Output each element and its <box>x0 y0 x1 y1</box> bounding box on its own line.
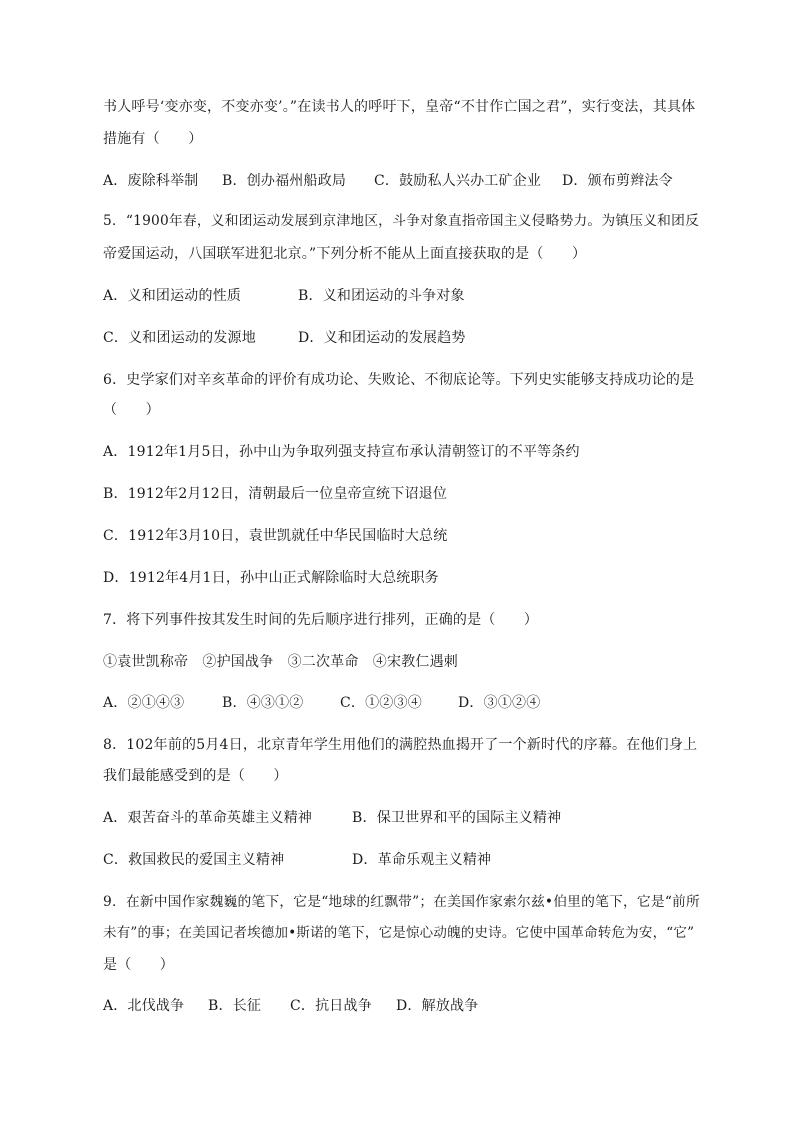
q8-line-1: 8．102年前的5月4日，北京青年学生用他们的满腔热血揭开了一个新时代的序幕。在他们身上 <box>103 737 698 753</box>
q9-option-d: D．解放战争 <box>396 998 479 1014</box>
q5-line-1: 5．“1900年春，义和团运动发展到京津地区，斗争对象直指帝国主义侵略势力。为镇压义和团反 <box>103 213 700 229</box>
q4-option-c: C．鼓励私人兴办工矿企业 <box>374 173 542 189</box>
q6-line-1: 6．史学家们对辛亥革命的评价有成功论、失败论、不彻底论等。下列史实能够支持成功论的是 <box>103 372 695 388</box>
q7-events: ①袁世凯称帝 ②护国战争 ③二次革命 ④宋教仁遇刺 <box>103 654 458 670</box>
q7-option-c: C．①②③④ <box>340 695 422 711</box>
q8-option-c: C．救国救民的爱国主义精神 <box>103 852 285 868</box>
q5-option-b: B．义和团运动的斗争对象 <box>298 288 465 304</box>
q6-line-2: （ ） <box>103 402 160 418</box>
q4-line-2: 措施有（ ） <box>103 131 203 147</box>
q9-option-b: B．长征 <box>208 998 262 1014</box>
q4-option-d: D．颁布剪辫法令 <box>562 173 673 189</box>
q5-option-a: A．义和团运动的性质 <box>103 288 242 304</box>
q7-option-a: A．②①④③ <box>103 695 185 711</box>
q8-option-d: D．革命乐观主义精神 <box>352 852 492 868</box>
q7-option-b: B．④③①② <box>222 695 304 711</box>
q6-option-d: D．1912年4月1日，孙中山正式解除临时大总统职务 <box>103 570 439 586</box>
q7-option-d: D．③①②④ <box>458 695 541 711</box>
q6-option-a: A．1912年1月5日，孙中山为争取列强支持宣布承认清朝签订的不平等条约 <box>103 444 580 460</box>
q9-option-a: A．北伐战争 <box>103 998 185 1014</box>
q8-option-b: B．保卫世界和平的国际主义精神 <box>352 810 562 826</box>
q8-line-2: 我们最能感受到的是（ ） <box>103 768 288 784</box>
q4-option-b: B．创办福州船政局 <box>222 173 347 189</box>
q8-option-a: A．艰苦奋斗的革命英雄主义精神 <box>103 810 313 826</box>
q4-option-a: A．废除科举制 <box>103 173 199 189</box>
q7-line-1: 7．将下列事件按其发生时间的先后顺序进行排列，正确的是（ ） <box>103 612 539 628</box>
q4-line-1: 书人呼号‘变亦变，不变亦变’。”在读书人的呼吁下，皇帝“不甘作亡国之君”，实行变法，其具体 <box>103 99 696 115</box>
q5-option-d: D．义和团运动的发展趋势 <box>298 330 466 346</box>
q5-option-c: C．义和团运动的发源地 <box>103 330 256 346</box>
q9-line-3: 是（ ） <box>103 957 174 973</box>
q9-line-2: 未有”的事；在美国记者埃德加•斯诺的笔下，它是惊心动魄的史诗。它使中国革命转危为安，“它” <box>103 925 695 941</box>
q6-option-c: C．1912年3月10日，袁世凯就任中华民国临时大总统 <box>103 528 448 544</box>
q6-option-b: B．1912年2月12日，清朝最后一位皇帝宣统下诏退位 <box>103 486 448 502</box>
q9-option-c: C．抗日战争 <box>290 998 372 1014</box>
q5-line-2: 帝爱国运动，八国联军进犯北京。”下列分析不能从上面直接获取的是（ ） <box>103 246 587 262</box>
q9-line-1: 9．在新中国作家魏巍的笔下，它是“地球的红飘带”；在美国作家索尔兹•伯里的笔下，它是“前所 <box>103 894 700 910</box>
